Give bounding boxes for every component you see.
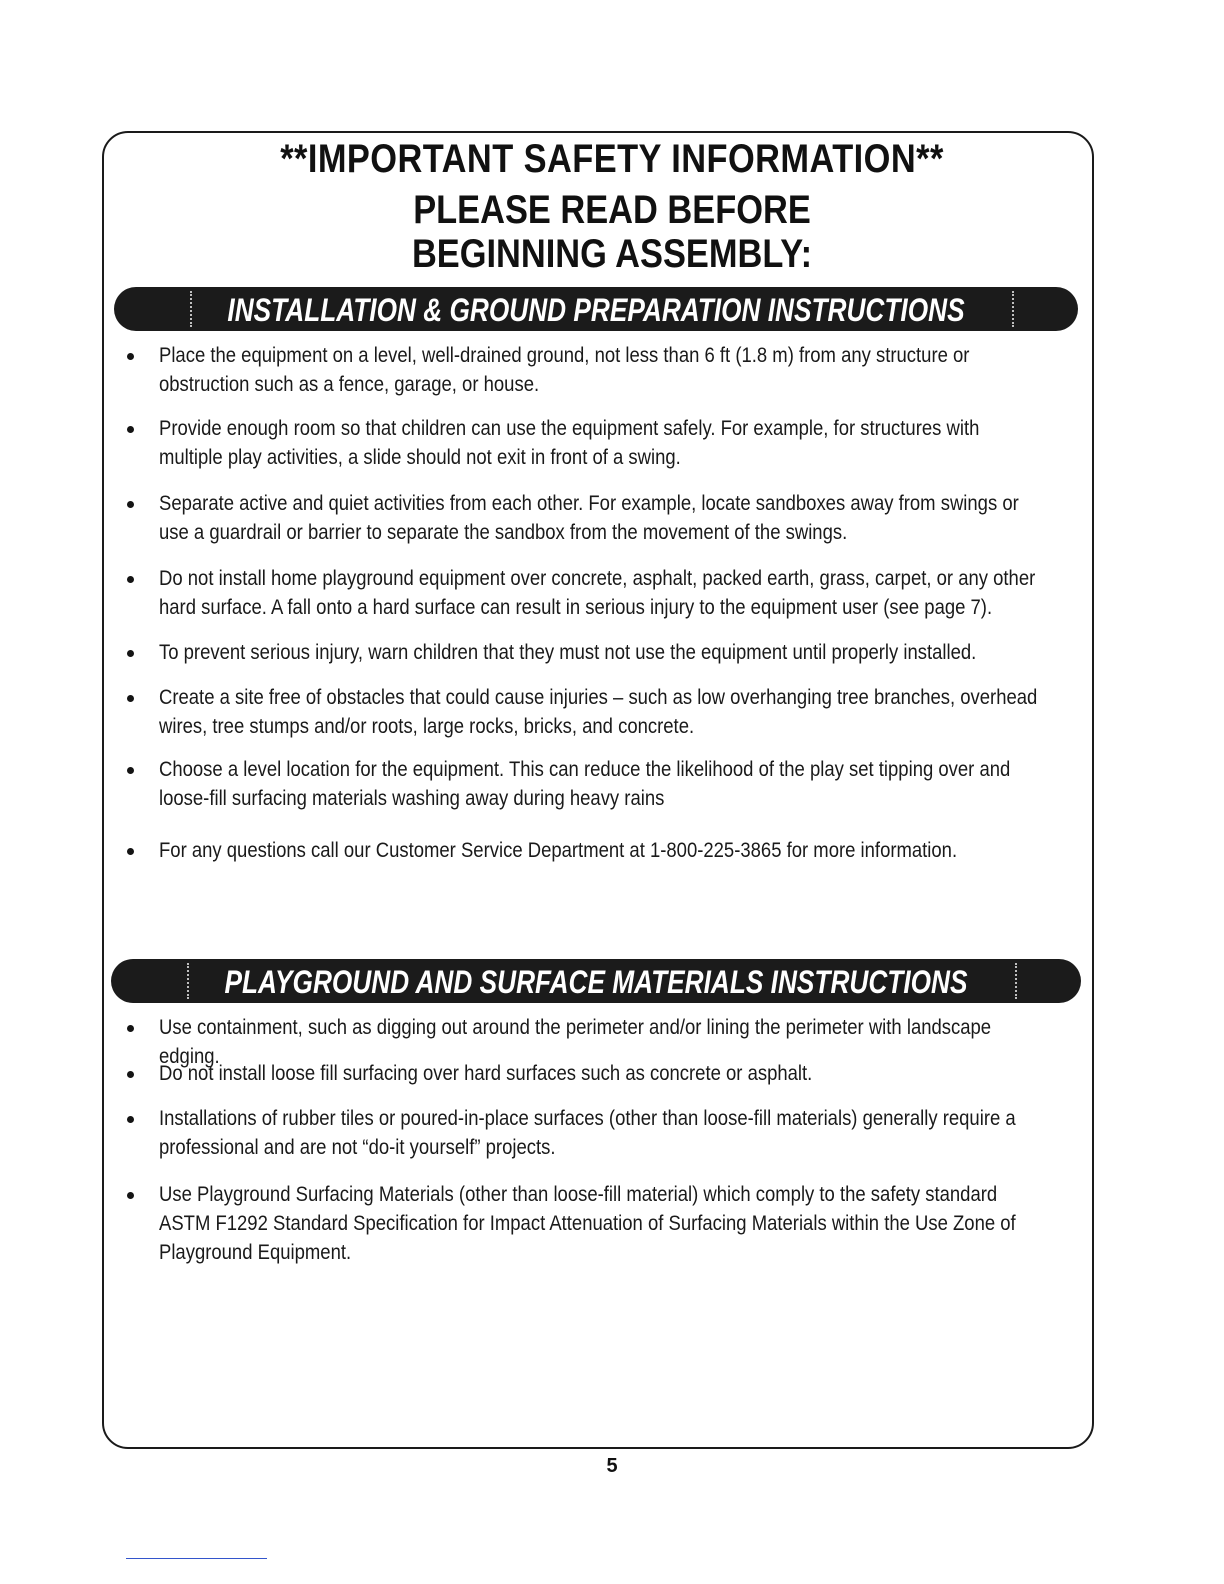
bullet-icon: [127, 1116, 134, 1123]
footnote-separator: [126, 1558, 267, 1559]
bullet-icon: [127, 353, 134, 360]
list-item-text: Separate active and quiet activities from each other. For example, locate sandboxes away from swings or use a guardrail or barrier to separate the sandbox from the movement of the swings.: [159, 492, 1019, 544]
list-item-text: To prevent serious injury, warn children that they must not use the equipment until properly installed.: [159, 641, 977, 664]
list-item-text: Choose a level location for the equipment. This can reduce the likelihood of the play set tipping over and loose-fill surfacing materials washing away during heavy rains: [159, 758, 1011, 810]
bullet-icon: [127, 1025, 134, 1032]
banner-divider-right: [1015, 963, 1017, 999]
bullet-icon: [127, 1192, 134, 1199]
section-banner-surface-materials: [111, 959, 1081, 1003]
bullet-icon: [127, 695, 134, 702]
page-title: **IMPORTANT SAFETY INFORMATION**: [280, 137, 944, 181]
list-item-text: For any questions call our Customer Service Department at 1-800-225-3865 for more information.: [159, 839, 958, 862]
page-subtitle-line-1: PLEASE READ BEFORE: [413, 188, 811, 232]
list-item-text: Installations of rubber tiles or poured-in-place surfaces (other than loose-fill materials) generally require a professional and are not “do-it yourself” projects.: [159, 1107, 1016, 1159]
banner-divider-right: [1012, 291, 1014, 327]
list-item-text: Do not install home playground equipment over concrete, asphalt, packed earth, grass, carpet, or any other hard surface. A fall onto a hard surface can result in serious injury to the equipment user (see page 7).: [159, 567, 1036, 619]
section-title: INSTALLATION & GROUND PREPARATION INSTRUCTIONS: [227, 292, 965, 328]
bullet-icon: [127, 501, 134, 508]
banner-divider-left: [187, 963, 189, 999]
bullet-icon: [127, 848, 134, 855]
list-item-text: Place the equipment on a level, well-drained ground, not less than 6 ft (1.8 m) from any structure or obstruction such as a fence, garage, or house.: [159, 344, 970, 396]
bullet-icon: [127, 426, 134, 433]
bullet-icon: [127, 650, 134, 657]
section-title: PLAYGROUND AND SURFACE MATERIALS INSTRUCTIONS: [224, 964, 968, 1000]
list-item-text: Use Playground Surfacing Materials (other than loose-fill material) which comply to the safety standard ASTM F1292 Standard Specification for Impact Attenuation of Surfacing Materials within the Use Zone of Playground Equipment.: [159, 1183, 1016, 1264]
list-item-text: Provide enough room so that children can use the equipment safely. For example, for structures with multiple play activities, a slide should not exit in front of a swing.: [159, 417, 980, 469]
list-item-text: Create a site free of obstacles that could cause injuries – such as low overhanging tree branches, overhead wires, tree stumps and/or roots, large rocks, bricks, and concrete.: [159, 686, 1038, 738]
bullet-icon: [127, 1071, 134, 1078]
page-subtitle-line-2: BEGINNING ASSEMBLY:: [411, 232, 813, 276]
banner-divider-left: [190, 291, 192, 327]
list-item-text: Use containment, such as digging out around the perimeter and/or lining the perimeter with landscape edging.: [159, 1016, 992, 1068]
bullet-icon: [127, 767, 134, 774]
page-number: 5: [606, 1455, 618, 1477]
section-banner-installation: [114, 287, 1078, 331]
bullet-icon: [127, 576, 134, 583]
list-item-text: Do not install loose fill surfacing over hard surfaces such as concrete or asphalt.: [159, 1062, 813, 1085]
